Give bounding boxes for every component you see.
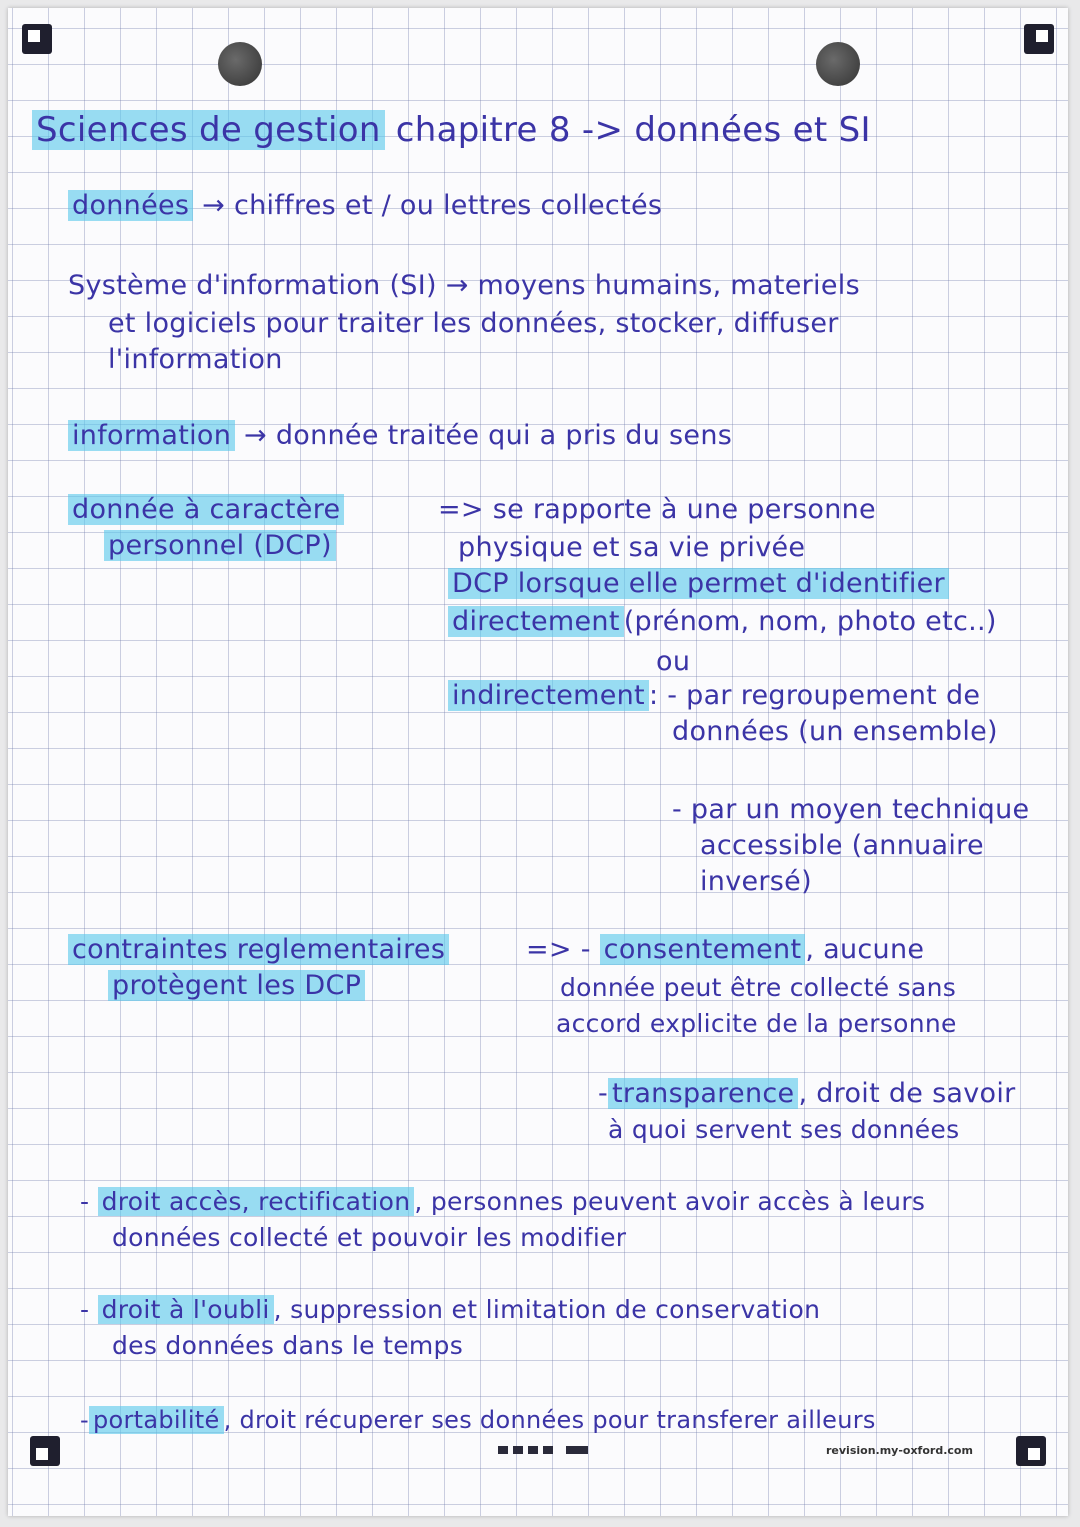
page-marker-dots [498,1446,588,1454]
transparence-rest: , droit de savoir [798,1078,1016,1109]
droit-portabilite-rest: , droit récuperer ses données pour transferer ailleurs [223,1406,876,1434]
term-dcp-text1: donnée à caractère [68,494,344,525]
dcp-tech-line1: - par un moyen technique [672,794,1030,825]
marker-dot [513,1446,523,1454]
dcp-directement-rest: (prénom, nom, photo etc..) [623,606,997,637]
droit-acces-term: droit accès, rectification [98,1187,415,1216]
marker-dot [543,1446,553,1454]
transparence-dash: - [598,1078,609,1109]
def-si-line1: → moyens humains, materiels [445,270,860,301]
definition-information [68,418,732,454]
dcp-indirectement [448,678,980,714]
marker-dot [528,1446,538,1454]
term-dcp-text2: personnel (DCP) [104,530,336,561]
droit-oubli-term: droit à l'oubli [98,1295,274,1324]
contraintes-transparence [598,1076,1016,1112]
term-information: information [68,420,235,451]
title-rest: chapitre 8 -> données et SI [395,110,871,150]
term-contraintes-text2: protègent les DCP [108,970,365,1001]
consentement-rest: , aucune [805,934,925,965]
punch-hole-left [218,42,262,86]
dcp-directement [448,604,997,640]
dcp-indirectement-rest: : - par regroupement de [648,680,981,711]
definition-donnee [68,188,662,224]
term-si: Système d'information (SI) [68,270,437,301]
footer-url: revision.my-oxford.com [826,1444,973,1457]
contraintes-arrow: => - [526,934,591,965]
title-subject: Sciences de gestion [32,110,385,150]
droit-portabilite [80,1402,876,1438]
punch-hole-right [816,42,860,86]
droit-oubli-line2: des données dans le temps [112,1331,464,1360]
marker-dash [566,1446,588,1454]
def-dcp-line1: => se rapporte à une personne [438,494,876,525]
term-donnee: données [68,190,193,221]
def-dcp-line3 [448,566,949,602]
def-si-line3: l'information [108,344,283,375]
consentement-line3: accord explicite de la personne [556,1009,957,1038]
dcp-directement-term: directement [448,606,624,637]
term-contraintes-line1 [68,932,449,968]
droit-portabilite-term: portabilité [89,1406,224,1434]
def-dcp-line2: physique et sa vie privée [458,532,806,563]
droit-oubli-dash: - [80,1295,90,1324]
dcp-tech-line3: inversé) [700,866,812,897]
corner-marker-bottom-right-icon [1016,1436,1046,1466]
contraintes-consentement [526,932,924,968]
consentement-term: consentement [600,934,806,965]
droit-acces-rest: , personnes peuvent avoir accès à leurs [414,1187,926,1216]
def-information: → donnée traitée qui a pris du sens [244,420,733,451]
droit-oubli-rest: , suppression et limitation de conservation [273,1295,821,1324]
droit-acces-line2: données collecté et pouvoir les modifier [112,1223,627,1252]
definition-si [68,268,860,304]
dcp-ou: ou [656,646,691,677]
droit-acces-dash: - [80,1187,90,1216]
term-dcp-line1 [68,492,344,528]
transparence-term: transparence [608,1078,798,1109]
dcp-tech-line2: accessible (annuaire [700,830,984,861]
marker-dot [498,1446,508,1454]
def-donnee: → chiffres et / ou lettres collectés [202,190,663,221]
notebook-page [8,8,1068,1516]
term-contraintes-text1: contraintes reglementaires [68,934,449,965]
droit-acces [80,1184,925,1220]
corner-marker-bottom-left-icon [30,1436,60,1466]
term-contraintes-line2 [108,968,365,1004]
corner-marker-top-right-icon [1024,24,1054,54]
dcp-ind-line2: données (un ensemble) [672,716,998,747]
def-si-line2: et logiciels pour traiter les données, stocker, diffuser [108,308,839,339]
def-dcp-line3-text: DCP lorsque elle permet d'identifier [448,568,949,599]
dcp-indirectement-term: indirectement [448,680,649,711]
transparence-line2: à quoi servent ses données [608,1115,960,1144]
page-title [32,108,871,152]
term-dcp-line2 [104,528,336,564]
corner-marker-top-left-icon [22,24,52,54]
consentement-line2: donnée peut être collecté sans [560,973,957,1002]
droit-portabilite-dash: - [80,1406,89,1434]
droit-oubli [80,1292,820,1328]
